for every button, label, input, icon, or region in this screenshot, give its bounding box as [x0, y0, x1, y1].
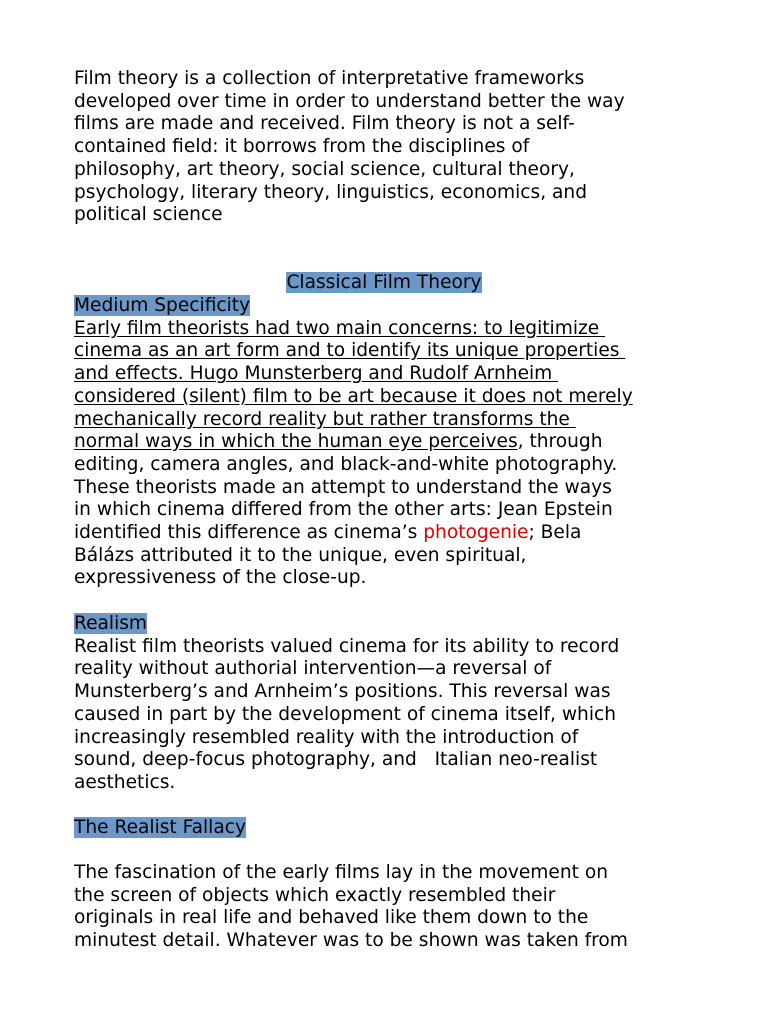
text-line: increasingly resembled reality with the introduction of [74, 726, 579, 748]
text-line: These theorists made an attempt to understand the ways [74, 476, 612, 498]
text-fragment: ; Bela [528, 522, 582, 544]
medium-specificity-heading: Medium Specificity [74, 295, 251, 316]
text-line: sound, deep-focus photography, and Italian neo-realist [74, 749, 598, 771]
underlined-text-line: considered (silent) film to be art because it does not merely [74, 385, 633, 407]
realism-section [74, 613, 714, 795]
text-line: originals in real life and behaved like them down to the [74, 907, 589, 929]
text-line: psychology, literary theory, linguistics, economics, and [74, 181, 587, 203]
photogenie-term: photogenie [423, 522, 529, 544]
text-line: developed over time in order to understand better the way [74, 90, 625, 112]
text-line: the screen of objects which exactly resembled their [74, 884, 556, 906]
text-line: editing, camera angles, and black-and-white photography. [74, 453, 618, 475]
realist-fallacy-heading-block [74, 817, 714, 840]
realist-fallacy-heading: The Realist Fallacy [74, 817, 246, 838]
text-line: political science [74, 204, 223, 226]
text-line: in which cinema differed from the other arts: Jean Epstein [74, 499, 613, 521]
underlined-text-line: normal ways in which the human eye perceives [74, 431, 518, 453]
section-title: Classical Film Theory [286, 272, 482, 293]
text-line: Film theory is a collection of interpretative frameworks [74, 68, 585, 89]
intro-paragraph [74, 68, 714, 227]
medium-specificity-section [74, 295, 714, 590]
text-line: aesthetics. [74, 771, 176, 793]
text-line: The fascination of the early films lay in the movement on [74, 862, 609, 883]
text-line: Realist film theorists valued cinema for its ability to record [74, 635, 620, 657]
text-line: philosophy, art theory, social science, cultural theory, [74, 158, 575, 180]
text-fragment: identified this difference as cinema’s [74, 522, 424, 544]
realism-heading: Realism [74, 613, 148, 634]
realist-fallacy-paragraph [74, 862, 714, 953]
text-line: reality without authorial intervention—a reversal of [74, 658, 552, 680]
text-line: caused in part by the development of cinema itself, which [74, 703, 616, 725]
text-line: Munsterberg’s and Arnheim’s positions. This reversal was [74, 681, 611, 703]
underlined-text-line: mechanically record reality but rather transforms the [74, 408, 576, 430]
underlined-text-line: Early film theorists had two main concerns: to legitimize [74, 317, 606, 339]
text-line: contained field: it borrows from the disciplines of [74, 136, 530, 158]
underlined-text-line: cinema as an art form and to identify its unique properties [74, 340, 626, 362]
underlined-text-line: and effects. Hugo Munsterberg and Rudolf Arnheim [74, 363, 559, 385]
text-line: minutest detail. Whatever was to be shown was taken from [74, 930, 628, 952]
text-line: films are made and received. Film theory is not a self- [74, 113, 575, 135]
text-line: expressiveness of the close-up. [74, 567, 367, 589]
text-fragment: , through [517, 431, 603, 453]
classical-film-theory-heading [0, 272, 768, 295]
text-line: Bálázs attributed it to the unique, even spiritual, [74, 544, 527, 566]
